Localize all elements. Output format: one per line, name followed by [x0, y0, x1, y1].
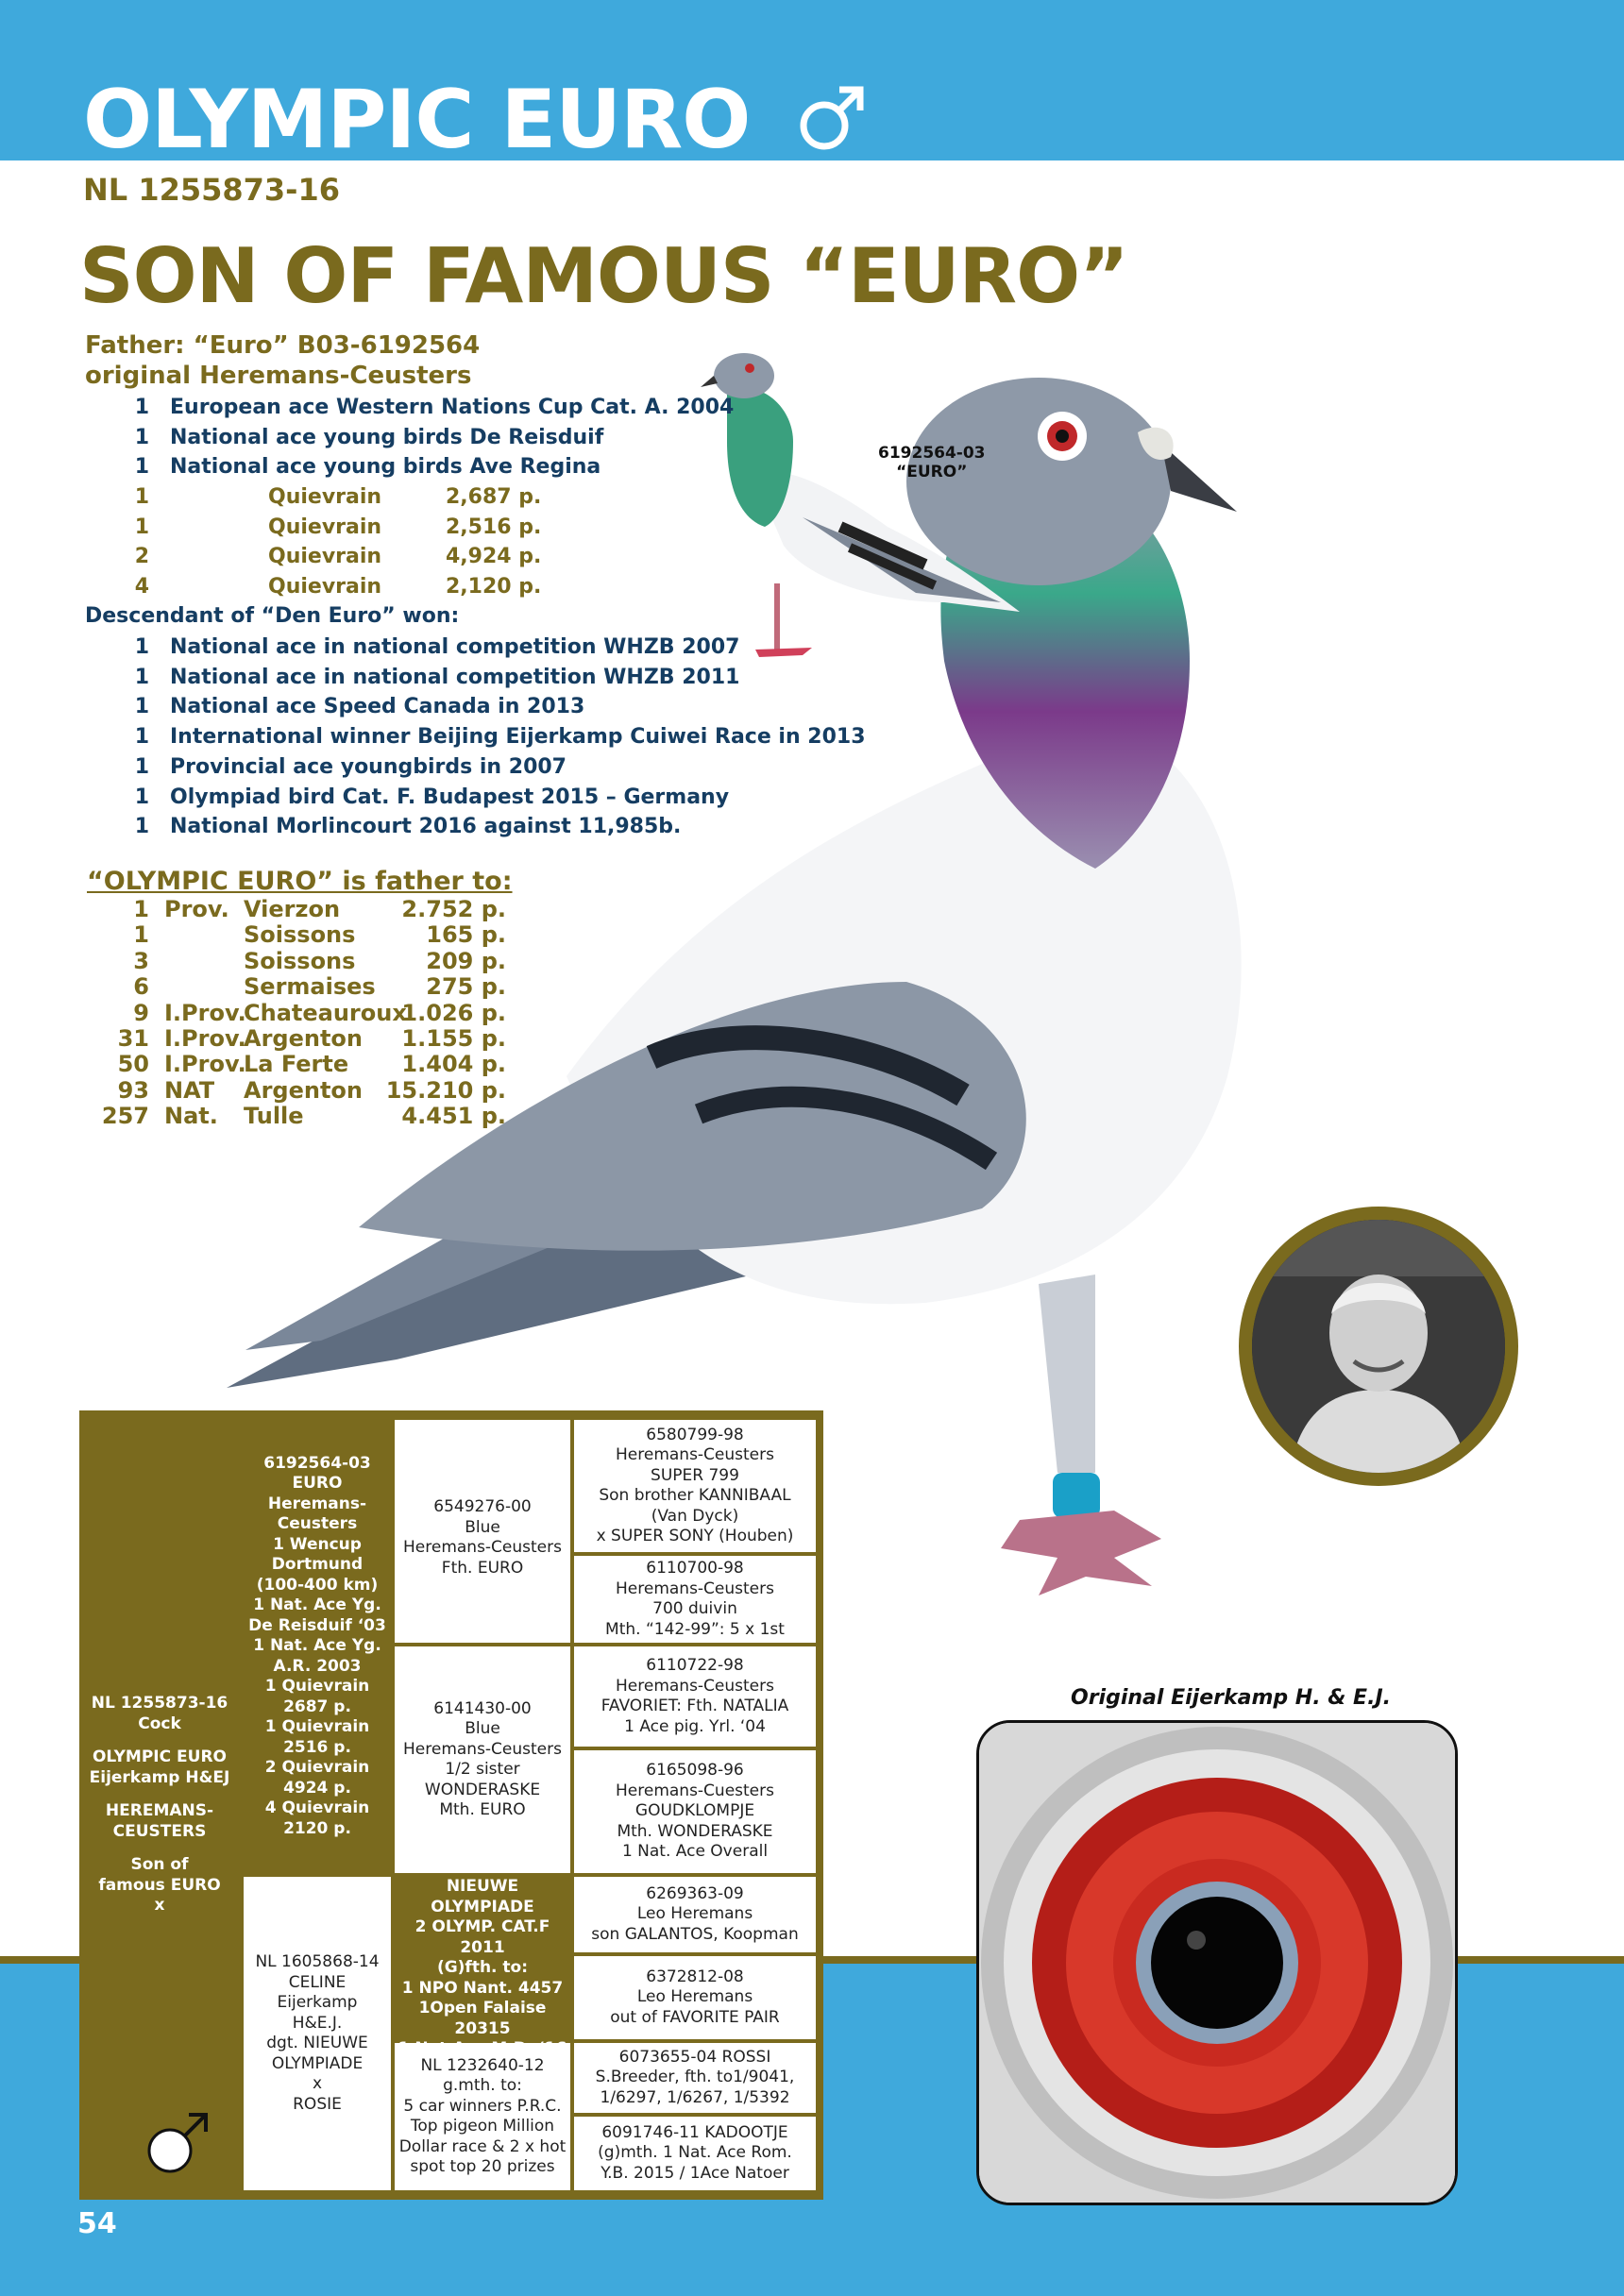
page-title	[83, 73, 868, 169]
pedigree-sdd: 6165098-96 Heremans-Cuesters GOUDKLOMPJE Mth. WONDERASKE 1 Nat. Ace Overall	[574, 1750, 816, 1873]
list-item: 1 Provincial ace youngbirds in 2007	[134, 754, 567, 779]
title-text: OLYMPIC EURO	[83, 73, 751, 167]
pedigree-ddd: 6091746-11 KADOOTJE (g)mth. 1 Nat. Ace Rom. Y.B. 2015 / 1Ace Natoer	[574, 2117, 816, 2190]
list-item: 1 National ace in national competition WHZB 2007	[134, 635, 740, 659]
descendants-list	[85, 633, 866, 842]
list-item: 1 National ace in national competition WHZB 2011	[134, 665, 740, 689]
table-row: 3 Soissons 209 p.	[133, 947, 506, 974]
pedigree-dds: 6073655-04 ROSSI S.Breeder, fth. to1/9041, 1/6297, 1/6267, 1/5392	[574, 2043, 816, 2113]
table-row: 6 Sermaises 275 p.	[133, 973, 506, 1001]
pedigree-dsd: 6372812-08 Leo Heremans out of FAVORITE PAIR	[574, 1956, 816, 2039]
pedigree-dd: NL 1232640-12 g.mth. to: 5 car winners P.R.C. Top pigeon Million Dollar race & 2 x hot spot top 20 prizes	[395, 2043, 570, 2190]
father-photo-label: 6192564-03 “EURO”	[878, 444, 986, 481]
list-item: 1 Quievrain 2,516 p.	[134, 515, 542, 539]
table-row: 1 Prov. Vierzon 2.752 p.	[133, 896, 506, 922]
page-number: 54	[77, 2207, 117, 2240]
father-races-list	[85, 482, 541, 602]
male-symbol-icon	[145, 2109, 211, 2179]
headline: SON OF FAMOUS “EURO”	[79, 232, 1128, 320]
pedigree-sire: 6192564-03 EURO Heremans- Ceusters 1 Wencup Dortmund (100-400 km) 1 Nat. Ace Yg. De Reisduif ‘03 1 Nat. Ace Yg. A.R. 2003 1 Quievrain 2687 p. 1 Quievrain 2516 p. 2 Quievrain 4924 p. 4 Quievrain 2120 p.	[244, 1420, 391, 1873]
list-item: 1 European ace Western Nations Cup Cat. A. 2004	[134, 396, 735, 419]
table-row: 9 I.Prov. Chateauroux 1.026 p.	[133, 999, 506, 1026]
list-item: 1 National ace young birds Ave Regina	[134, 455, 601, 480]
table-row: 257 Nat. Tulle 4.451 p.	[101, 1103, 506, 1130]
table-row: 31 I.Prov. Argenton 1.155 p.	[117, 1025, 506, 1053]
ring-number: NL 1255873-16	[83, 172, 340, 208]
pigeon-father-image	[699, 338, 1020, 659]
list-item: 1 Olympiad bird Cat. F. Budapest 2015 – Germany	[134, 785, 730, 809]
list-item: 1 International winner Beijing Eijerkamp Cuiwei Race in 2013	[134, 725, 866, 750]
pedigree-sd: 6141430-00 Blue Heremans-Ceusters 1/2 sister WONDERASKE Mth. EURO	[395, 1646, 570, 1873]
list-item: 1 National ace Speed Canada in 2013	[134, 695, 585, 719]
list-item: 2 Quievrain 4,924 p.	[134, 545, 542, 569]
father-info: Father: “Euro” B03-6192564 original Heremans-Ceusters	[85, 331, 481, 390]
father-to-heading: “OLYMPIC EURO” is father to:	[87, 867, 513, 896]
father-to-table	[94, 897, 506, 1130]
table-row: 50 I.Prov. La Ferte 1.404 p.	[117, 1051, 506, 1078]
breeder-portrait	[1239, 1207, 1518, 1486]
pedigree-sss: 6580799-98 Heremans-Ceusters SUPER 799 Son brother KANNIBAAL (Van Dyck) x SUPER SONY (Houben)	[574, 1420, 816, 1552]
eye-caption: Original Eijerkamp H. & E.J.	[1071, 1686, 1391, 1710]
portrait-photo	[1252, 1220, 1505, 1473]
male-symbol-icon	[796, 82, 868, 169]
list-item: 4 Quievrain 2,120 p.	[134, 575, 542, 599]
list-item: 1 National Morlincourt 2016 against 11,985b.	[134, 815, 682, 839]
pedigree-dam: NL 1605868-14 CELINE Eijerkamp H&E.J. dgt. NIEUWE OLYMPIADE x ROSIE	[244, 1877, 391, 2190]
eye-photo	[976, 1720, 1458, 2205]
descendants-heading: Descendant of “Den Euro” won:	[85, 604, 460, 628]
pedigree-dss: 6269363-09 Leo Heremans son GALANTOS, Koopman	[574, 1877, 816, 1952]
pedigree-subject: NL 1255873-16 Cock OLYMPIC EURO Eijerkamp H&EJ HEREMANS- CEUSTERS Son of famous EURO x	[79, 1410, 240, 2200]
pedigree-ss: 6549276-00 Blue Heremans-Ceusters Fth. EURO	[395, 1420, 570, 1643]
list-item: 1 Quievrain 2,687 p.	[134, 485, 542, 509]
pedigree-ds: 6146101-10 NIEUWE OLYMPIADE 2 OLYMP. CAT.F 2011 (G)fth. to: 1 NPO Nant. 4457 1Open Falaise 20315	[395, 1877, 570, 2039]
pedigree-ssd: 6110700-98 Heremans-Ceusters 700 duivin Mth. “142-99”: 5 x 1st	[574, 1556, 816, 1643]
pedigree-chart	[79, 1410, 823, 2200]
table-row: 93 NAT Argenton 15.210 p.	[117, 1076, 506, 1104]
list-item: 1 National ace young birds De Reisduif	[134, 425, 604, 449]
father-results-list	[85, 393, 734, 482]
pedigree-sds: 6110722-98 Heremans-Ceusters FAVORIET: Fth. NATALIA 1 Ace pig. Yrl. ‘04	[574, 1646, 816, 1747]
table-row: 1 Soissons 165 p.	[133, 921, 506, 949]
